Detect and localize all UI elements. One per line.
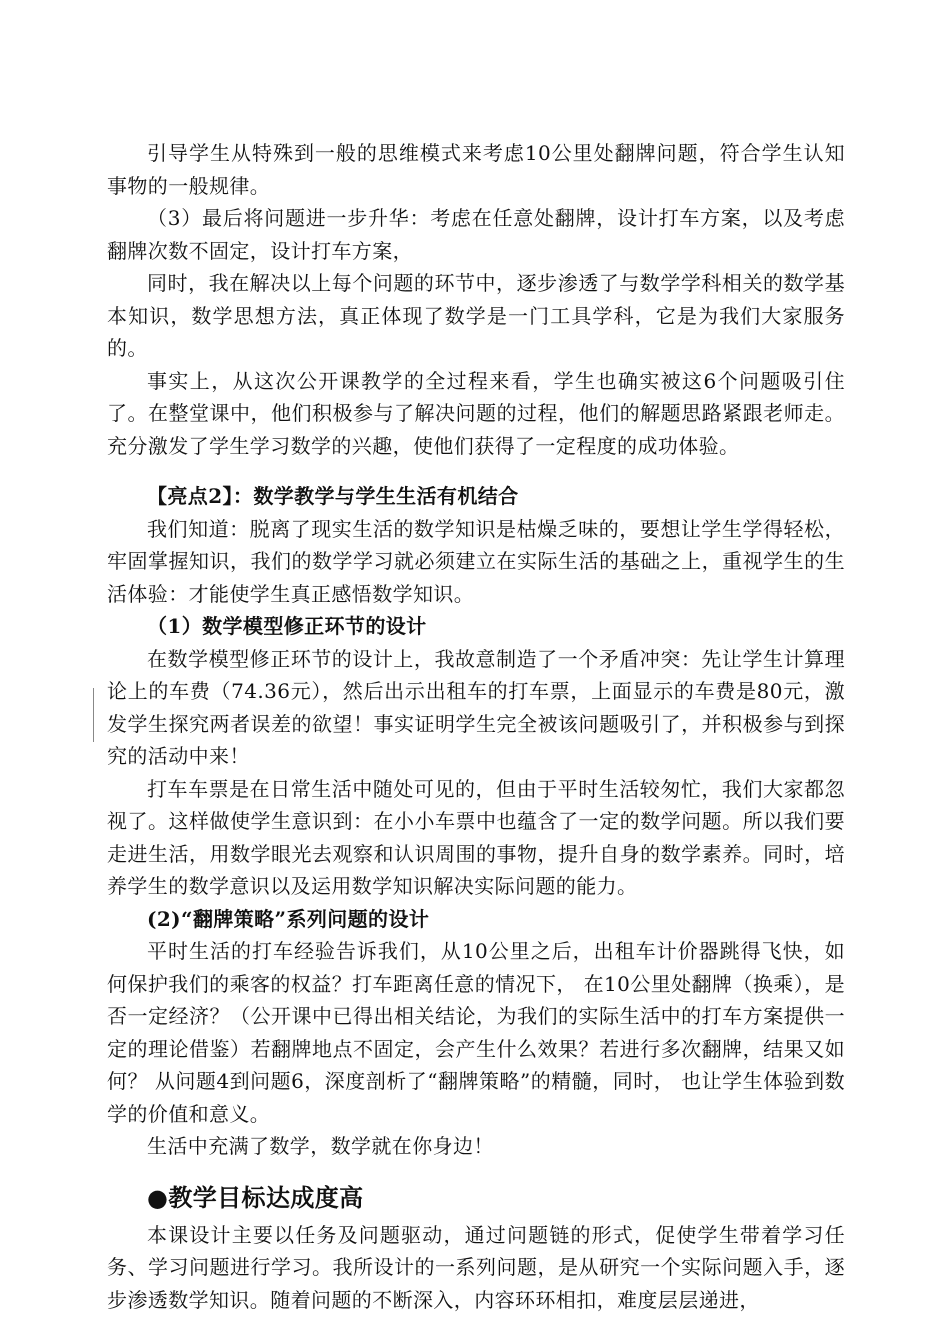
paragraph: 在数学模型修正环节的设计上，我故意制造了一个矛盾冲突：先让学生计算理论上的车费（74.36元），然后出示出租车的打车票，上面显示的车费是80元，激发学生探究两者误差的欲望！事实证明学生完全被该问题吸引了，并积极参与到探究的活动中来！	[107, 646, 845, 768]
paragraph: 引导学生从特殊到一般的思维模式来考虑10公里处翻牌问题，符合学生认知事物的一般规律。	[107, 141, 845, 198]
spacer	[107, 462, 845, 480]
paragraph: 事实上，从这次公开课教学的全过程来看，学生也确实被这6个问题吸引住了。在整堂课中，他们积极参与了解决问题的过程，他们的解题思路紧跟老师走。充分激发了学生学习数学的兴趣，使他们获得了一定程度的成功体验。	[107, 368, 845, 458]
paragraph: 打车车票是在日常生活中随处可见的，但由于平时生活较匆忙，我们大家都忽视了。这样做使学生意识到：在小小车票中也蕴含了一定的数学问题。所以我们要走进生活，用数学眼光去观察和认识周围的事物，提升自身的数学素养。同时，培养学生的数学意识以及运用数学知识解决实际问题的能力。	[107, 776, 845, 898]
margin-line	[93, 688, 94, 742]
paragraph: 我们知道：脱离了现实生活的数学知识是枯燥乏味的，要想让学生学得轻松，牢固掌握知识，我们的数学学习就必须建立在实际生活的基础之上，重视学生的生活体验：才能使学生真正感悟数学知识。	[107, 516, 845, 606]
bullet-heading: ●教学目标达成度高	[147, 1182, 364, 1212]
subsection-heading: (2)“翻牌策略”系列问题的设计	[147, 906, 430, 931]
paragraph: 生活中充满了数学，数学就在你身边！	[147, 1134, 494, 1158]
section-heading: 【亮点2】：数学教学与学生生活有机结合	[147, 484, 519, 508]
paragraph: 同时，我在解决以上每个问题的环节中，逐步渗透了与数学学科相关的数学基本知识，数学思想方法，真正体现了数学是一门工具学科，它是为我们大家服务的。	[107, 271, 845, 360]
paragraph: 本课设计主要以任务及问题驱动，通过问题链的形式，促使学生带着学习任务、学习问题进行学习。我所设计的一系列问题，是从研究一个实际问题入手，逐步渗透数学知识。随着问题的不断深入，内容环环相扣，难度层层递进，	[107, 1222, 845, 1312]
paragraph: 平时生活的打车经验告诉我们，从10公里之后，出租车计价器跳得飞快，如何保护我们的乘客的权益？打车距离任意的情况下， 在10公里处翻牌（换乘），是否一定经济？（公开课中已得出相关结论，为我们的实际生活中的打车方案提供一定的理论借鉴）若翻牌地点不固定，会产生什么效果？若进行多次翻牌，结果又如何？ 从问题4到问题6，深度剖析了“翻牌策略”的精髓，同时， 也让学生体验到数学的价值和意义。	[107, 939, 845, 1126]
subsection-heading: （1）数学模型修正环节的设计	[147, 614, 427, 638]
paragraph: （3）最后将问题进一步升华：考虑在任意处翻牌，设计打车方案，以及考虑翻牌次数不固定，设计打车方案，	[107, 206, 845, 263]
document-body	[107, 137, 845, 1316]
